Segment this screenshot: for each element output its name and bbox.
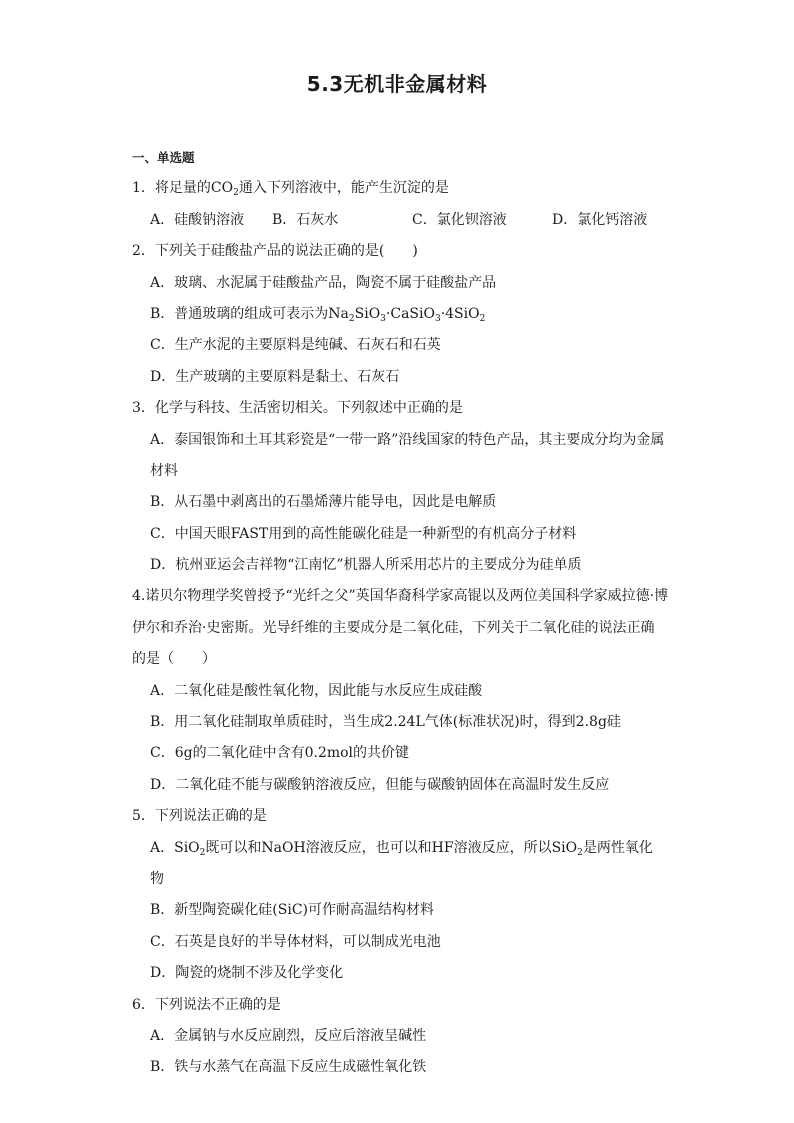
question-4-option-d: D．二氧化硅不能与碳酸钠溶液反应，但能与碳酸钠固体在高温时发生反应 bbox=[150, 776, 610, 793]
option-c: C．氯化钡溶液 bbox=[412, 211, 507, 228]
question-1-stem: 1．将足量的$CO_2$通入下列溶液中，能产生沉淀的是 bbox=[132, 180, 449, 199]
question-4-option-c: C．6g的二氧化硅中含有0.2mol的共价键 bbox=[150, 745, 410, 762]
question-5-stem: 5．下列说法正确的是 bbox=[132, 808, 267, 825]
question-4-stem-line-1: 4.诺贝尔物理学奖曾授予“光纤之父”英国华裔科学家高锟以及两位美国科学家威拉德·博 bbox=[132, 588, 669, 605]
question-4-stem-line-3: 的是（ ） bbox=[132, 651, 216, 668]
question-3-option-a-cont: 材料 bbox=[150, 462, 178, 479]
question-5-option-d: D．陶瓷的烧制不涉及化学变化 bbox=[150, 965, 344, 982]
question-2-option-b: B．普通玻璃的组成可表示为$Na_2SiO_3\cdot CaSiO_3\cdot 4SiO_2$ bbox=[150, 305, 486, 324]
question-list bbox=[132, 142, 672, 1084]
option-d: D．氯化钙溶液 bbox=[552, 211, 648, 228]
option-b: B．石灰水 bbox=[272, 211, 339, 228]
question-2-option-c: C．生产水泥的主要原料是纯碱、石灰石和石英 bbox=[150, 337, 441, 354]
question-3-option-d: D．杭州亚运会吉祥物“江南忆”机器人所采用芯片的主要成分为硅单质 bbox=[150, 557, 582, 574]
question-3-stem: 3．化学与科技、生活密切相关。下列叙述中正确的是 bbox=[132, 400, 463, 417]
section-heading: 一、单选题 bbox=[132, 150, 195, 165]
document-title: 5.3无机非金属材料 bbox=[306, 72, 488, 96]
question-3-option-a: A．泰国银饰和土耳其彩瓷是“一带一路”沿线国家的特色产品，其主要成分均为金属 bbox=[150, 431, 665, 448]
question-6-option-b: B．铁与水蒸气在高温下反应生成磁性氧化铁 bbox=[150, 1059, 427, 1076]
question-2-stem: 2．下列关于硅酸盐产品的说法正确的是( ) bbox=[132, 243, 418, 260]
question-5-option-b: B．新型陶瓷碳化硅(SiC)可作耐高温结构材料 bbox=[150, 902, 434, 919]
option-a: A．硅酸钠溶液 bbox=[150, 211, 245, 228]
question-1-options bbox=[132, 205, 672, 236]
question-6-stem: 6．下列说法不正确的是 bbox=[132, 996, 281, 1013]
question-2-option-a: A．玻璃、水泥属于硅酸盐产品，陶瓷不属于硅酸盐产品 bbox=[150, 274, 497, 291]
question-5-option-a: A．SiO$_2$既可以和NaOH溶液反应，也可以和HF溶液反应，所以SiO$_2$是两性氧化 bbox=[150, 839, 653, 858]
question-4-option-a: A．二氧化硅是酸性氧化物，因此能与水反应生成硅酸 bbox=[150, 682, 483, 699]
question-3-option-b: B．从石墨中剥离出的石墨烯薄片能导电，因此是电解质 bbox=[150, 494, 497, 511]
question-4-option-b: B．用二氧化硅制取单质硅时，当生成2.24L气体(标准状况)时，得到2.8g硅 bbox=[150, 714, 621, 731]
question-2-option-d: D．生产玻璃的主要原料是黏土、石灰石 bbox=[150, 368, 400, 385]
question-5-option-a-cont: 物 bbox=[150, 870, 164, 887]
question-4-stem-line-2: 伊尔和乔治·史密斯。光导纤维的主要成分是二氧化硅，下列关于二氧化硅的说法正确 bbox=[132, 619, 655, 636]
question-3-option-c: C．中国天眼FAST用到的高性能碳化硅是一种新型的有机高分子材料 bbox=[150, 525, 577, 542]
question-6-option-a: A．金属钠与水反应剧烈，反应后溶液呈碱性 bbox=[150, 1027, 427, 1044]
question-5-option-c: C．石英是良好的半导体材料，可以制成光电池 bbox=[150, 933, 441, 950]
